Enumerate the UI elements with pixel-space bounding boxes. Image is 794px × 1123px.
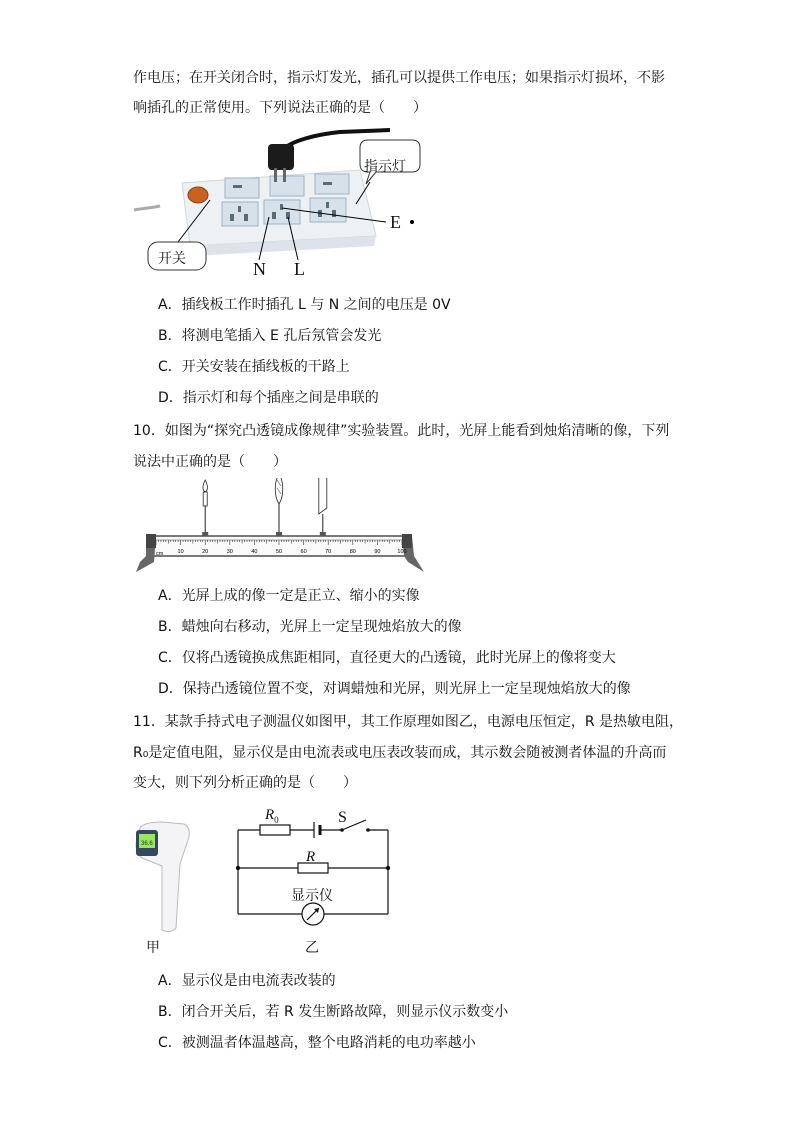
circuit-figure <box>230 808 400 938</box>
r-label: R <box>306 849 316 865</box>
q9-option-c: C．开关安装在插线板的干路上 <box>158 359 350 375</box>
q9-option-a: A．插线板工作时插孔 L 与 N 之间的电压是 0V <box>158 297 451 313</box>
socket-e-label: E <box>390 212 401 232</box>
figure-yi-label: 乙 <box>305 940 319 956</box>
q10-option-d: D．保持凸透镜位置不变，对调蜡烛和光屏，则光屏上一定呈现烛焰放大的像 <box>158 681 631 697</box>
q10-option-a: A．光屏上成的像一定是正立、缩小的实像 <box>158 588 420 604</box>
q9-option-d: D．指示灯和每个插座之间是串联的 <box>158 390 379 406</box>
q10-stem-line2: 说法中正确的是（ ） <box>133 454 287 470</box>
unit-label: cm <box>156 551 164 557</box>
r0-label: $R_0$ <box>265 807 279 825</box>
meter-label: 显示仪 <box>291 888 333 904</box>
q11-stem-line1: 11．某款手持式电子测温仪如图甲，其工作原理如图乙，电源电压恒定，R 是热敏电阻， <box>133 714 683 730</box>
rail-tick-label: 50 <box>275 549 283 555</box>
q11-stem-line3: 变大，则下列分析正确的是（ ） <box>133 775 357 791</box>
light-screen <box>319 478 327 536</box>
q11-stem-line2: R₀是定值电阻，显示仪是由电流表或电压表改装而成，其示数会随被测者体温的升高而 <box>133 745 667 761</box>
indicator-label: 指示灯 <box>364 160 406 175</box>
q11-option-c: C．被测温者体温越高，整个电路消耗的电功率越小 <box>158 1035 476 1051</box>
q10-option-c: C．仅将凸透镜换成焦距相同，直径更大的凸透镜，此时光屏上的像将变大 <box>158 650 616 666</box>
rail-tick-label: 90 <box>374 549 381 555</box>
rail-tick-label: 60 <box>300 549 307 555</box>
optical-bench-figure <box>132 478 428 578</box>
rail-tick-label: 100 <box>397 549 407 555</box>
switch-s-label: S <box>338 809 347 826</box>
switch-label: 开关 <box>158 252 186 267</box>
rail-tick-label: 70 <box>325 549 332 555</box>
socket-n-label: N <box>253 259 266 279</box>
thermometer-reading: 36.6 <box>141 841 153 847</box>
figure-jia-label: 甲 <box>146 940 160 956</box>
socket-l-label: L <box>294 259 305 279</box>
q11-option-b: B．闭合开关后，若 R 发生断路故障，则显示仪示数变小 <box>158 1004 509 1020</box>
rail-tick-label: 10 <box>177 549 184 555</box>
rail-tick-label: 20 <box>202 549 209 555</box>
rail-tick-label: 80 <box>349 549 356 555</box>
q11-option-a: A．显示仪是由电流表改装的 <box>158 973 336 989</box>
q10-option-b: B．蜡烛向右移动，光屏上一定呈现烛焰放大的像 <box>158 619 462 635</box>
q9-stem-line1: 作电压；在开关闭合时，指示灯发光，插孔可以提供工作电压；如果指示灯损坏，不影 <box>133 70 665 86</box>
q10-stem-line1: 10．如图为“探究凸透镜成像规律”实验装置。此时，光屏上能看到烛焰清晰的像，下列 <box>133 423 670 439</box>
candle <box>202 480 208 536</box>
q9-option-b: B．将测电笔插入 E 孔后氖管会发光 <box>158 328 382 344</box>
rail-tick-label: 40 <box>251 549 258 555</box>
thermometer-figure <box>132 818 202 938</box>
q9-stem-line2: 响插孔的正常使用。下列说法正确的是（ ） <box>133 100 427 116</box>
convex-lens <box>275 478 283 536</box>
rail-tick-label: 30 <box>226 549 233 555</box>
